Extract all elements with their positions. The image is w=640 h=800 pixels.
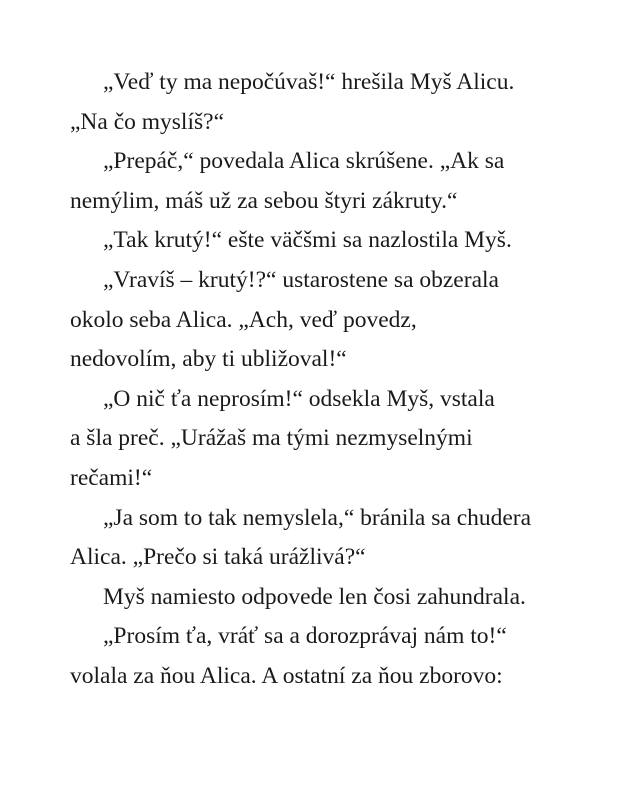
text-line: „Prepáč,“ povedala Alica skrúšene. „Ak sa: [103, 148, 505, 175]
text-line: nedovolím, aby ti ubližoval!“: [70, 346, 347, 373]
text-line: rečami!“: [70, 464, 153, 491]
text-line: okolo seba Alica. „Ach, veď povedz,: [70, 306, 417, 333]
text-line: „Prosím ťa, vráť sa a dorozprávaj nám to!“: [103, 623, 507, 650]
text-line: „Vravíš – krutý!?“ ustarostene sa obzerala: [103, 266, 499, 293]
text-line: nemýlim, máš už za sebou štyri zákruty.“: [70, 187, 458, 214]
text-line: volala za ňou Alica. A ostatní za ňou zborovo:: [70, 662, 503, 689]
text-line: „O nič ťa neprosím!“ odsekla Myš, vstala: [103, 385, 495, 412]
text-line: „Tak krutý!“ ešte väčšmi sa nazlostila Myš.: [103, 227, 512, 254]
text-line: a šla preč. „Urážaš ma tými nezmyselnými: [70, 425, 473, 452]
text-line: „Ja som to tak nemyslela,“ bránila sa chudera: [103, 504, 532, 531]
text-line: Alica. „Prečo si taká urážlivá?“: [70, 544, 366, 571]
text-line: Myš namiesto odpovede len čosi zahundrala.: [103, 583, 526, 610]
text-line: „Veď ty ma nepočúvaš!“ hrešila Myš Alicu.: [103, 69, 515, 95]
page-text: [70, 63, 580, 697]
text-line: „Na čo myslíš?“: [70, 108, 225, 135]
